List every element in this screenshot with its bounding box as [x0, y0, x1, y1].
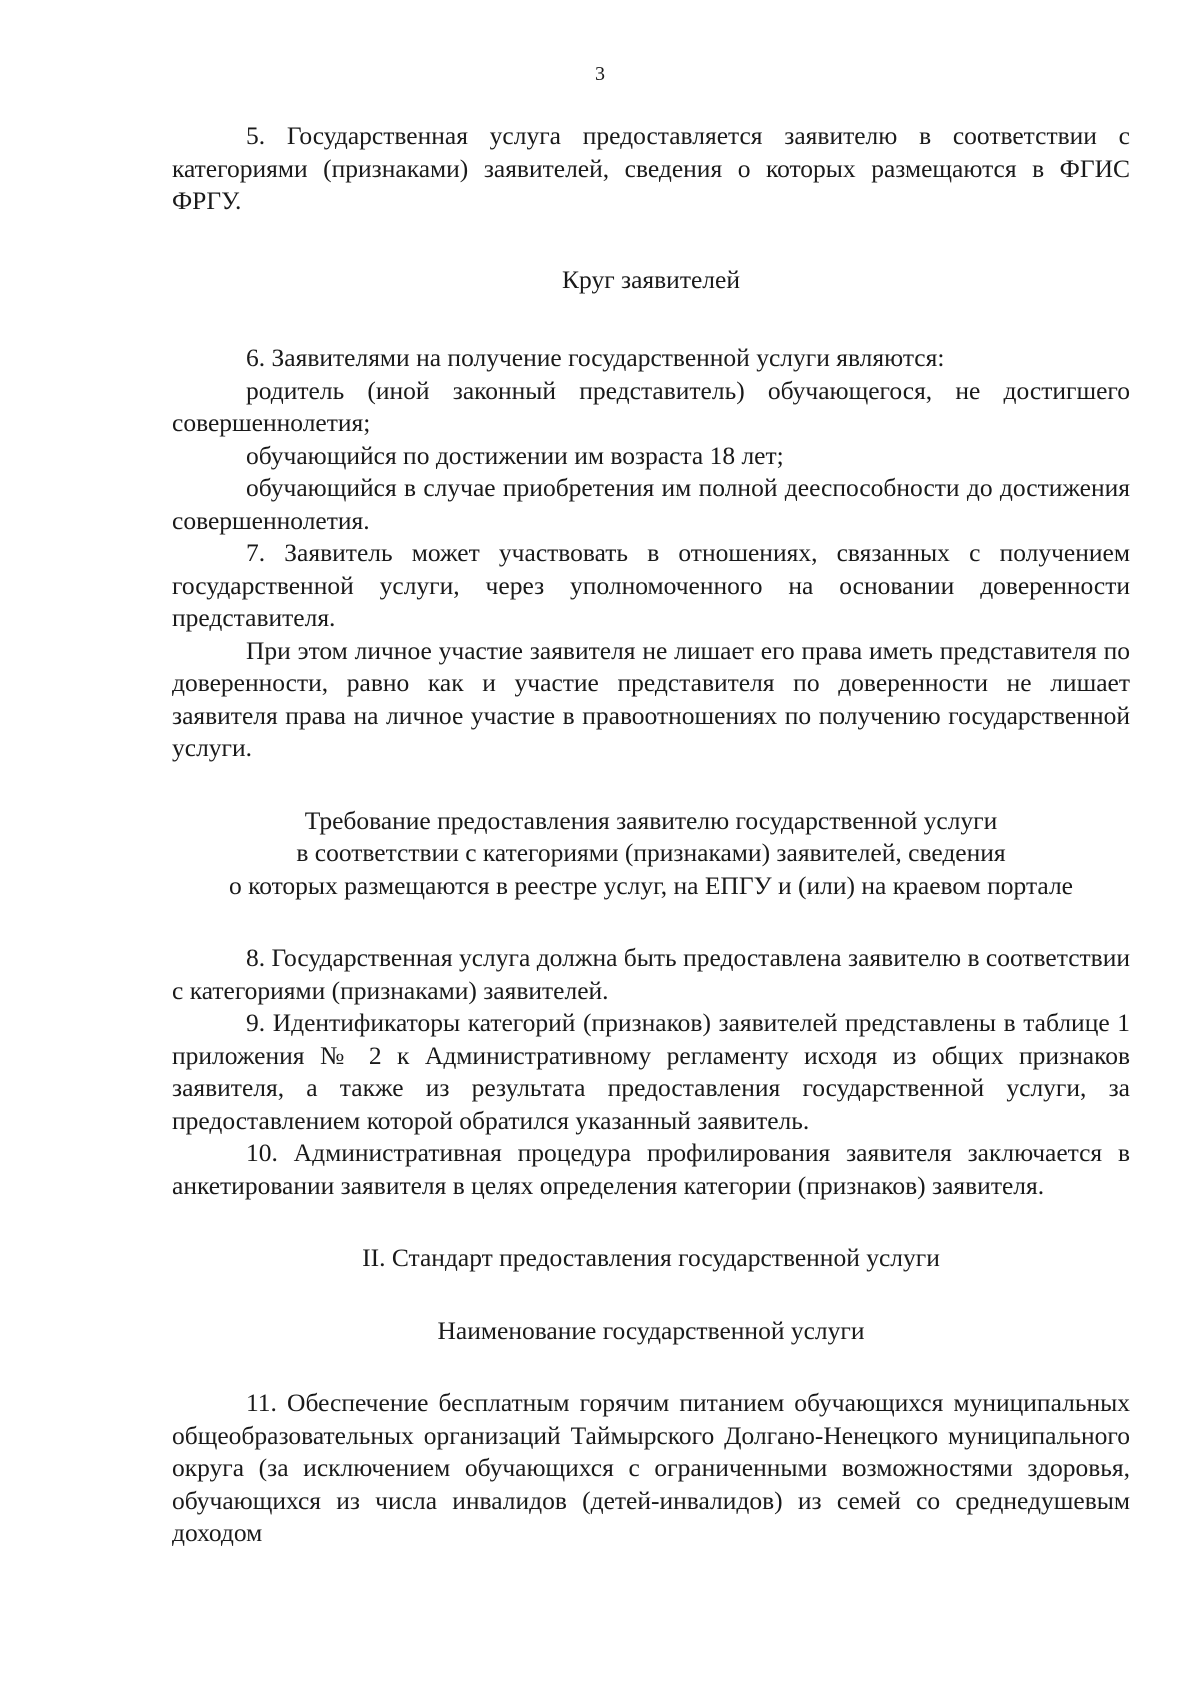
spacer	[172, 1275, 1130, 1315]
heading-service-name: Наименование государственной услуги	[437, 1315, 865, 1345]
spacer	[172, 218, 1130, 264]
paragraph-11: 11. Обеспечение бесплатным горячим питанием обучающихся муниципальных общеобразовательных организаций Таймырского Долгано-Ненецкого муниципального округа (за исключением обучающихся с ограниченными возможностями здоровья, обучающихся из числа инвалидов (детей-инвалидов) из семей со среднедушевым доходом	[172, 1388, 1130, 1547]
spacer	[172, 296, 1130, 342]
paragraph-6-item-adult: обучающийся по достижении им возраста 18 лет;	[246, 440, 784, 470]
paragraph-7-continued: При этом личное участие заявителя не лишает его права иметь представителя по доверенности, равно как и участие представителя по доверенности не лишает заявителя права на личное участие в правоотношениях по получению государственной услуги.	[172, 635, 1130, 762]
page-number: 3	[595, 63, 605, 85]
spacer	[172, 1347, 1130, 1387]
spacer	[172, 765, 1130, 805]
heading-requirement-line-2: в соответствии с категориями (признаками) заявителей, сведения	[296, 838, 1006, 867]
heading-requirement-line-3: о которых размещаются в реестре услуг, на ЕПГУ и (или) на краевом портале	[228, 870, 1073, 900]
paragraph-10: 10. Административная процедура профилирования заявителя заключается в анкетировании заявителя в целях определения категории (признаков) заявителя.	[172, 1138, 1130, 1200]
heading-section-2: II. Стандарт предоставления государственной услуги	[362, 1243, 940, 1272]
heading-applicants-circle: Круг заявителей	[562, 264, 740, 294]
paragraph-6-item-parent: родитель (иной законный представитель) обучающегося, не достигшего совершеннолетия;	[172, 375, 1130, 437]
spacer	[172, 902, 1130, 942]
paragraph-9: 9. Идентификаторы категорий (признаков) заявителей представлены в таблице 1 приложения № 2 к Административному регламенту исходя из общих признаков заявителя, а также из результата предоставления государственной услуги, за предоставлением которой обратился указанный заявитель.	[172, 1008, 1130, 1135]
paragraph-6-intro: 6. Заявителями на получение государственной услуги являются:	[246, 343, 945, 372]
document-body	[172, 120, 1130, 1550]
paragraph-5: 5. Государственная услуга предоставляется заявителю в соответствии с категориями (признаками) заявителей, сведения о которых размещаются в ФГИС ФРГУ.	[172, 121, 1130, 215]
paragraph-8: 8. Государственная услуга должна быть предоставлена заявителю в соответствии с категориями (признаками) заявителей.	[172, 943, 1130, 1005]
spacer	[172, 1202, 1130, 1242]
paragraph-6-item-capacity: обучающийся в случае приобретения им полной дееспособности до достижения совершеннолетия.	[172, 473, 1130, 535]
paragraph-7: 7. Заявитель может участвовать в отношениях, связанных с получением государственной услуги, через уполномоченного на основании доверенности представителя.	[172, 538, 1130, 632]
heading-requirement-line-1: Требование предоставления заявителю государственной услуги	[304, 805, 998, 835]
